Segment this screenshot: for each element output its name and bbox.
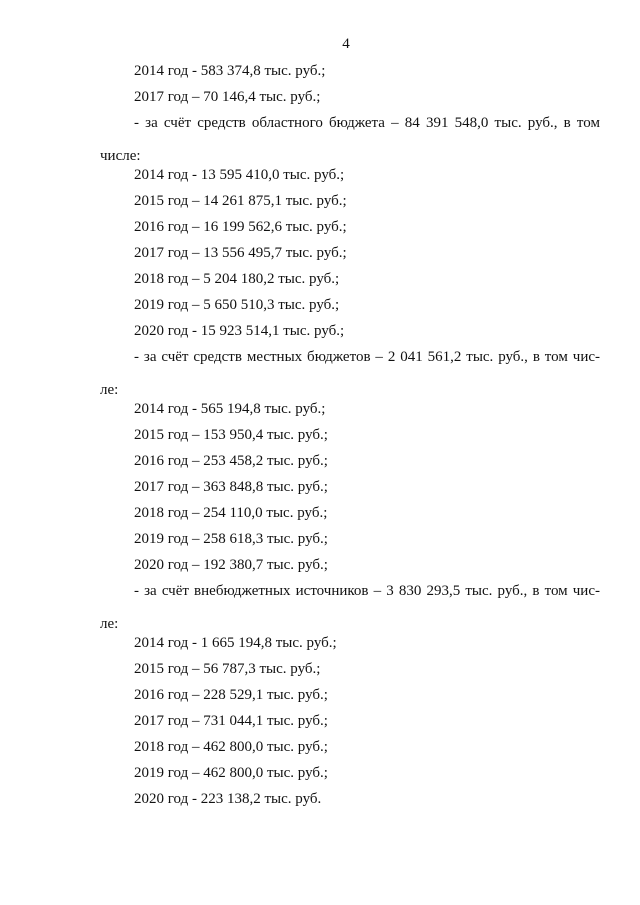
local-year-line: 2015 год – 153 950,4 тыс. руб.;: [134, 427, 328, 443]
regional-budget-continuation: числе:: [100, 148, 141, 164]
regional-budget-text: - за счёт средств областного бюджета – 84 391 548,0 тыс. руб., в том: [134, 115, 600, 131]
funding-line: 2017 год – 70 146,4 тыс. руб.;: [134, 89, 321, 105]
extra-year-line: 2016 год – 228 529,1 тыс. руб.;: [134, 687, 328, 703]
extra-year-line: 2015 год – 56 787,3 тыс. руб.;: [134, 661, 321, 677]
extra-budget-paragraph: [100, 582, 600, 633]
regional-year-line: 2020 год - 15 923 514,1 тыс. руб.;: [134, 323, 345, 339]
local-budget-paragraph: [100, 348, 600, 399]
extra-year-line: 2014 год - 1 665 194,8 тыс. руб.;: [134, 635, 337, 651]
funding-line: 2014 год - 583 374,8 тыс. руб.;: [134, 63, 326, 79]
page-number: 4: [342, 36, 350, 52]
regional-year-line: 2018 год – 5 204 180,2 тыс. руб.;: [134, 271, 340, 287]
extra-budget-text: - за счёт внебюджетных источников – 3 830 293,5 тыс. руб., в том чис-: [134, 583, 600, 599]
local-budget-continuation: ле:: [100, 382, 119, 398]
local-year-line: 2018 год – 254 110,0 тыс. руб.;: [134, 505, 328, 521]
extra-year-line: 2020 год - 223 138,2 тыс. руб.: [134, 791, 322, 807]
regional-year-line: 2014 год - 13 595 410,0 тыс. руб.;: [134, 167, 345, 183]
local-year-line: 2016 год – 253 458,2 тыс. руб.;: [134, 453, 328, 469]
extra-budget-continuation: ле:: [100, 616, 119, 632]
local-year-line: 2014 год - 565 194,8 тыс. руб.;: [134, 401, 326, 417]
local-year-line: 2020 год – 192 380,7 тыс. руб.;: [134, 557, 328, 573]
regional-year-line: 2016 год – 16 199 562,6 тыс. руб.;: [134, 219, 347, 235]
extra-year-line: 2019 год – 462 800,0 тыс. руб.;: [134, 765, 328, 781]
regional-budget-paragraph: [100, 114, 600, 165]
extra-year-line: 2018 год – 462 800,0 тыс. руб.;: [134, 739, 328, 755]
local-year-line: 2017 год – 363 848,8 тыс. руб.;: [134, 479, 328, 495]
regional-year-line: 2017 год – 13 556 495,7 тыс. руб.;: [134, 245, 347, 261]
regional-year-line: 2019 год – 5 650 510,3 тыс. руб.;: [134, 297, 340, 313]
extra-year-line: 2017 год – 731 044,1 тыс. руб.;: [134, 713, 328, 729]
regional-year-line: 2015 год – 14 261 875,1 тыс. руб.;: [134, 193, 347, 209]
local-budget-text: - за счёт средств местных бюджетов – 2 041 561,2 тыс. руб., в том чис-: [134, 349, 600, 365]
local-year-line: 2019 год – 258 618,3 тыс. руб.;: [134, 531, 328, 547]
